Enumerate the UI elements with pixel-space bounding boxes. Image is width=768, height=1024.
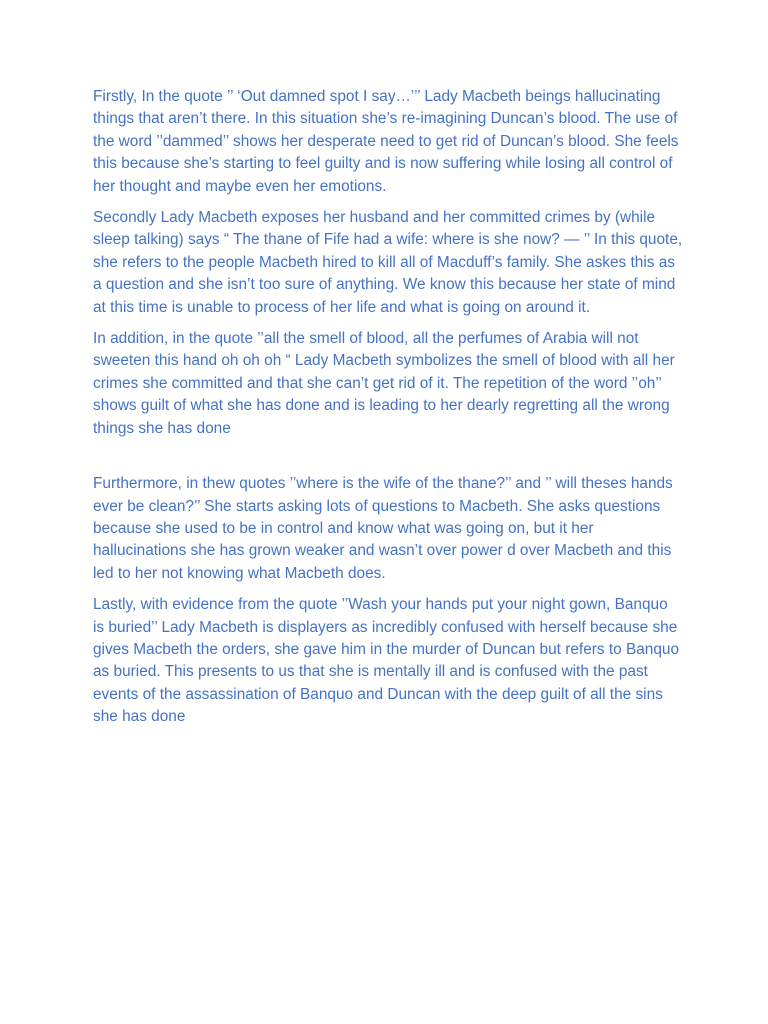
document-body [93, 86, 683, 738]
paragraph-in-addition: In addition, in the quote ’’all the smell of blood, all the perfumes of Arabia will not sweeten this hand oh oh oh “ Lady Macbeth symbolizes the smell of blood with all her crimes she committed and that she can’t get rid of it. The repetition of the word ’’oh’’ shows guilt of what she has done and is leading to her dearly regretting all the wrong things she has done [93, 330, 675, 437]
paragraph-secondly: Secondly Lady Macbeth exposes her husband and her committed crimes by (while sleep talking) says “ The thane of Fife had a wife: where is she now? — ’’ In this quote, she refers to the people Macbeth hired to kill all of Macduff’s family. She askes this as a question and she isn’t too sure of anything. We know this because her state of mind at this time is unable to process of her life and what is going on around it. [93, 209, 683, 316]
paragraph-lastly: Lastly, with evidence from the quote ’’Wash your hands put your night gown, Banquo is buried’’ Lady Macbeth is displayers as incredibly confused with herself because she gives Macbeth the orders, she gave him in the murder of Duncan but refers to Banquo as buried. This presents to us that she is mentally ill and is confused with the past events of the assassination of Banquo and Duncan with the deep guilt of all the sins she has done [93, 596, 680, 726]
paragraph-furthermore: Furthermore, in thew quotes ’’where is the wife of the thane?’’ and ’’ will theses hands ever be clean?’’ She starts asking lots of questions to Macbeth. She asks questions because she used to be in control and know what was going on, but it her hallucinations she has grown weaker and wasn’t over power d over Macbeth and this led to her not knowing what Macbeth does. [93, 475, 673, 582]
paragraph-firstly: Firstly, In the quote ’’ ‘Out damned spot I say…’’’ Lady Macbeth beings hallucinating things that aren’t there. In this situation she’s re-imagining Duncan’s blood. The use of the word ’’dammed’’ shows her desperate need to get rid of Duncan’s blood. She feels this because she’s starting to feel guilty and is now suffering while losing all control of her thought and maybe even her emotions. [93, 88, 679, 195]
